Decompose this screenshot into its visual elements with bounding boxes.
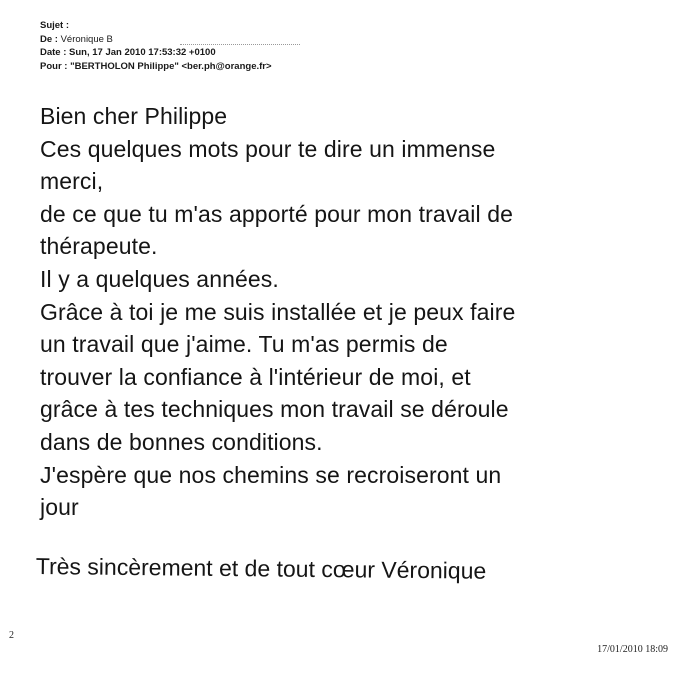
to-label: Pour : (40, 60, 68, 72)
message-body (40, 100, 670, 524)
date-row (40, 46, 272, 60)
email-header (40, 19, 272, 73)
body-line: jour (40, 494, 79, 521)
body-line: Grâce à toi je me suis installée et je peux faire (40, 298, 516, 325)
subject-row (40, 19, 272, 33)
date-label: Date : (40, 47, 67, 58)
body-line: dans de bonnes conditions. (40, 428, 323, 455)
body-line: de ce que tu m'as apporté pour mon travail de (40, 200, 514, 227)
print-timestamp: 17/01/2010 18:09 (597, 644, 668, 655)
subject-label: Sujet : (40, 20, 70, 31)
to-value: "BERTHOLON Philippe" <ber.ph@orange.fr> (70, 60, 272, 72)
from-value: Véronique B (60, 33, 113, 45)
body-line: un travail que j'aime. Tu m'as permis de (40, 331, 448, 358)
from-label: De : (40, 33, 58, 45)
to-row (40, 60, 272, 74)
closing-signature-line: Très sincèrement et de tout cœur Véronique (35, 552, 487, 584)
date-value: Sun, 17 Jan 2010 17:53:32 +0100 (69, 47, 216, 58)
body-line: Il y a quelques années. (40, 265, 279, 292)
body-line: merci, (40, 168, 104, 195)
body-line: J'espère que nos chemins se recroiseront un (40, 461, 502, 488)
page-number: 2 (9, 630, 14, 641)
body-line: trouver la confiance à l'intérieur de moi, et (40, 363, 471, 390)
body-line: grâce à tes techniques mon travail se déroule (40, 396, 509, 423)
body-line: thérapeute. (40, 233, 158, 260)
body-line-greeting: Bien cher Philippe (40, 103, 228, 129)
body-line: Ces quelques mots pour te dire un immense (40, 135, 496, 162)
scan-artifact-line (180, 44, 300, 46)
